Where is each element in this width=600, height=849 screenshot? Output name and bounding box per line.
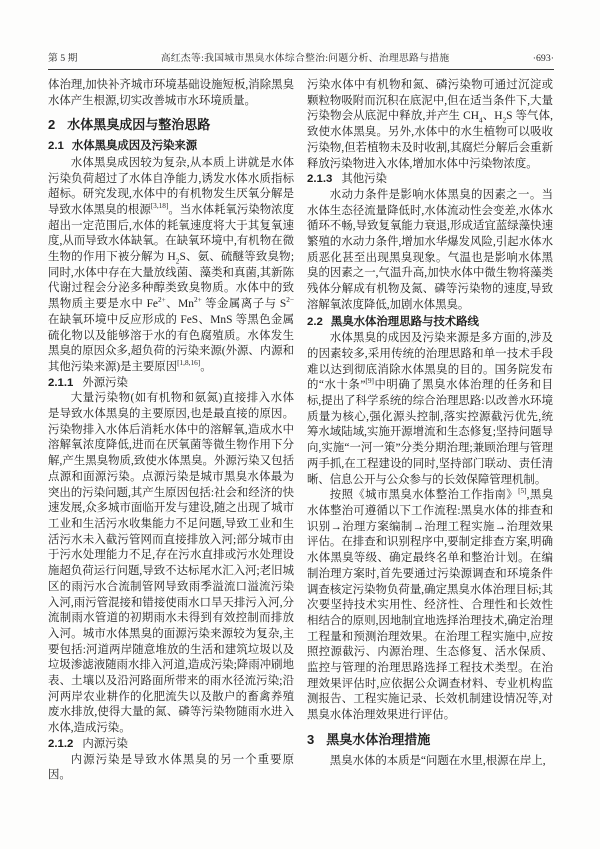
text-run: 黑臭水体的本质是“问题在水里,根源在岸上, <box>329 754 546 767</box>
heading-number: 3 <box>307 731 315 747</box>
heading-number: 2.1.1 <box>48 376 74 389</box>
column-left <box>48 78 294 784</box>
section-heading-2 <box>48 117 294 133</box>
heading-title: 水体黑臭成因与整治思路 <box>67 117 211 133</box>
text-run: 在缺氧环境中反应形成的 FeS、MnS 等黑色金属硫化物以及能够溶于水的有色腐殖质。水体发生黑臭的原因众多,超负荷的污染来源(外源、内源和其他污染来源)是主要原因 <box>48 313 294 373</box>
paragraph <box>48 391 294 736</box>
text-run: 、H <box>482 110 503 123</box>
text-run: 污染水体中有机物和氮、磷污染物可通过沉淀或颗粒物吸附而沉积在底泥中,但在适当条件下,大量污染物会从底泥中释放,并产生 CH <box>307 79 553 123</box>
heading-number: 2.1.3 <box>307 173 333 186</box>
heading-title: 黑臭水体治理措施 <box>326 731 431 747</box>
heading-number: 2.2 <box>307 315 323 328</box>
text-run: 体治理,加快补齐城市环境基础设施短板,消除黑臭水体产生根源,切实改善城市水环境质量。 <box>48 79 294 107</box>
heading-number: 2.1.2 <box>48 737 74 750</box>
text-run: ,黑臭水体整治可遵循以下工作流程:黑臭水体的排查和识别→治理方案编制→治理工程实施→治理效果评估。在排查和识别程序中,要制定排查方案,明确水体黑臭等级、确定最终名单和整治计划。在编制治理方案时,首先要通过污染源调查和环境条件调查核定污染物负荷量,确定黑臭水体治理目标;其次要坚持技术实用性、经济性、合理性和长效性相结合的原则,因地制宜地选择治理技术,确定治理工程量和预测治理效果。在治理工程实施中,应按照控源截污、内源治理、生态修复、活水保质、监控与管理的治理思路选择工程技术类型。在治理效果评估时,应依据公众调查材料、专业机构监测报告、工程实施记录、长效机制建设情况等,对黑臭水体治理效果进行评估。 <box>307 489 553 722</box>
paragraph <box>307 188 553 314</box>
text-columns <box>0 70 600 784</box>
section-heading-2.1.3 <box>307 172 553 188</box>
text-run: S、氨、硫醚等致臭物;同时,水体中存在大量放线菌、藻类和真菌,其新陈代谢过程会分泌多种醇类致臭物质。水体中的致黑物质主要是水中 Fe <box>48 251 294 311</box>
text-run: 水动力条件是影响水体黑臭的因素之一。当水体生态径流量降低时,水体流动性会变差,水体水循环不畅,导致复氧能力衰退,形成适宜蓝绿藻快速繁殖的水动力条件,增加水华爆发风险,引起水体水质恶化甚至出现黑臭现象。气温也是影响水体黑臭的因素之一,气温升高,加快水体中微生物将藻类残体分解成有机物及氮、磷等污染物的速度,导致溶解氧浓度降低,加剧水体黑臭。 <box>307 188 553 311</box>
text-run: 水体黑臭的成因及污染来源是多方面的,涉及的因素较多,采用传统的治理思路和单一技术手段难以达到彻底消除水体黑臭的目的。国务院发布的“水十条” <box>307 332 553 392</box>
text-run: S 等气体,致使水体黑臭。另外,水体中的水生植物可以吸收污染物,但若植物未及时收割,其腐烂分解后会重新释放污染物进入水体,增加水体中污染物浓度。 <box>307 110 553 170</box>
superscript: [3,18] <box>150 201 169 211</box>
heading-number: 2.1 <box>48 140 64 153</box>
text-run: 大量污染物(如有机物和氨氮)直接排入水体是导致水体黑臭的主要原因,也是最直接的原因。污染物排入水体后消耗水体中的溶解氧,造成水中溶解氧浓度降低,进而在厌氧菌等微生物作用下分解,产生黑臭物质,致使水体黑臭。外源污染又包括点源和面源污染。点源污染是城市黑臭水体最为突出的污染问题,其产生原因包括:社会和经济的快速发展,众多城市面临开发与建设,随之出现了城市工业和生活污水收集能力不足问题,导致工业和生活污水未入截污管网而直接排放入河;部分城市由于污水处理能力不足,存在污水直排或污水处理设施超负荷运行问题,导致不达标尾水汇入河;老旧城区的雨污水合流制管网导致雨季溢流口溢流污染入河,雨污管混接和错接使雨水口旱天排污入河,分流制雨水管道的初期雨水未得到有效控制而排放入河。城市水体黑臭的面源污染来源较为复杂,主要包括:河道两岸随意堆放的生活和建筑垃圾以及垃圾渗滤液随雨水排入河道,造成污染;降雨冲刷地表、土壤以及沿河路面所带来的雨水径流污染;沿河两岸农业耕作的化肥流失以及散户的畜禽养殖废水排放,使得大量的氮、磷等污染物随雨水进入水体,造成污染。 <box>48 392 294 735</box>
paragraph <box>307 331 553 488</box>
running-title: 高红杰等:我国城市黑臭水体综合整治:问题分析、治理思路与措施 <box>160 53 450 64</box>
page-number: ·693· <box>532 53 554 64</box>
text-run: 。当水体耗氧污染物浓度超出一定范围后,水体的耗氧速度将大于其复氧速度,从而导致水体缺氧。在缺氧环境中,有机物在微生物的作用下被分解为 H <box>48 203 294 264</box>
text-run: 、Mn <box>165 298 194 311</box>
subscript: 2 <box>502 115 507 125</box>
heading-title: 内源污染 <box>82 737 128 750</box>
column-right <box>307 78 553 784</box>
section-heading-3 <box>307 732 553 748</box>
superscript: 2+ <box>194 295 202 305</box>
paragraph <box>48 78 294 109</box>
heading-title: 水体黑臭成因及污染来源 <box>71 140 198 153</box>
paragraph <box>48 753 294 784</box>
superscript: 2− <box>286 295 295 305</box>
text-run: 水体黑臭成因较为复杂,从本质上讲就是水体污染负荷超过了水体自净能力,诱发水体水质指标超标。研究发现,水体中的有机物发生厌氧分解是导致水体黑臭的根源 <box>48 156 294 216</box>
paragraph <box>307 488 553 724</box>
section-heading-2.2 <box>307 315 553 331</box>
paragraph <box>307 78 553 172</box>
paragraph <box>307 754 553 770</box>
issue-label: 第 5 期 <box>48 53 78 64</box>
paragraph <box>48 156 294 376</box>
section-heading-2.1.2 <box>48 737 294 753</box>
text-run: 内源污染是导致水体黑臭的另一个重要原因。 <box>48 753 294 782</box>
text-run: 等金属离子与 S <box>201 298 287 311</box>
heading-title: 外源污染 <box>82 376 128 389</box>
subscript: 2 <box>175 256 180 266</box>
superscript: [9] <box>365 376 374 386</box>
text-run: 按照《城市黑臭水体整治工作指南》 <box>329 489 519 502</box>
subscript: 4 <box>478 115 483 125</box>
heading-title: 其他污染 <box>341 173 387 186</box>
text-run: 。 <box>200 360 212 373</box>
superscript: 2+ <box>157 295 166 305</box>
heading-title: 黑臭水体治理思路与技术路线 <box>330 315 479 328</box>
section-heading-2.1.1 <box>48 376 294 392</box>
heading-number: 2 <box>48 117 56 133</box>
superscript: [5] <box>518 486 527 496</box>
text-run: 中明确了黑臭水体治理的任务和目标,提出了科学系统的综合治理思路:以改善水环境质量为核心,强化源头控制,落实控源截污优先,统筹水域陆域,实施开源增流和生态修复;坚持问题导向,实施“一河一策”分类分期治理;兼顾治理与管理两手抓,在工程建设的同时,坚持部门联动、责任清晰、信息公开与公众参与的长效保障管理机制。 <box>307 379 553 486</box>
superscript: [1,8,16] <box>177 358 201 368</box>
page-header <box>0 0 600 64</box>
section-heading-2.1 <box>48 139 294 155</box>
